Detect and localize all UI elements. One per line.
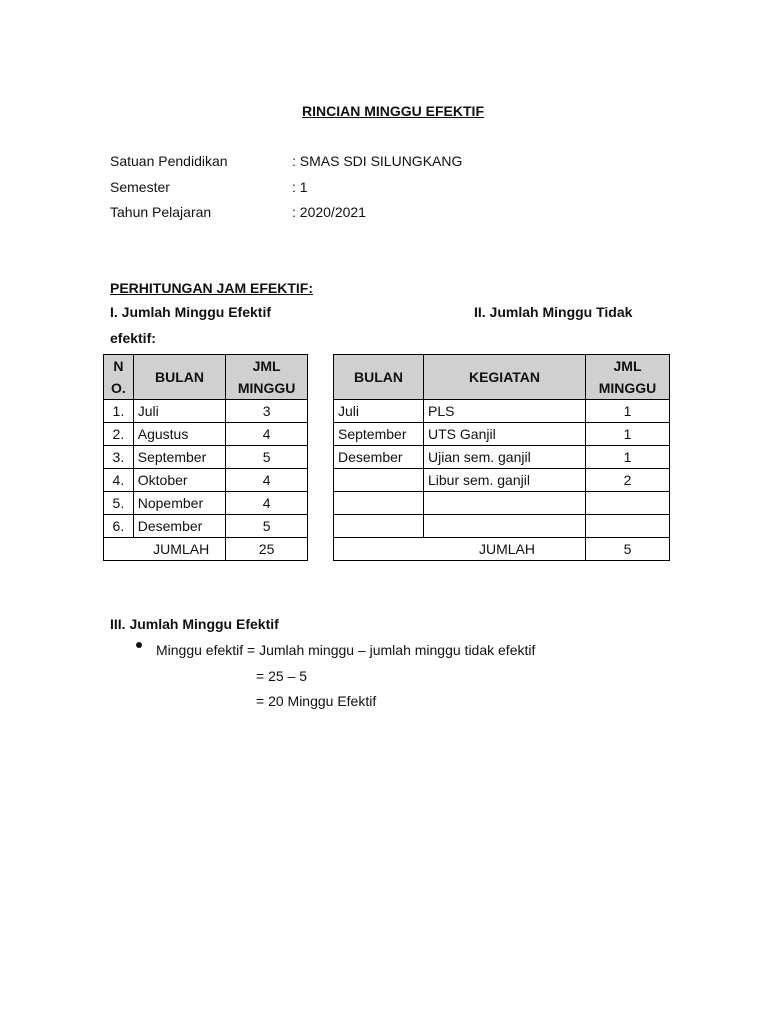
cell-bulan [334, 515, 424, 538]
header-bulan: BULAN [334, 355, 424, 400]
section-heading: PERHITUNGAN JAM EFEKTIF: [110, 280, 313, 296]
cell-bulan [334, 469, 424, 492]
cell-bulan: September [334, 423, 424, 446]
subheading-efektif: I. Jumlah Minggu Efektif [110, 304, 272, 320]
cell-bulan: Desember [334, 446, 424, 469]
info-value-satuan: : SMAS SDI SILUNGKANG [292, 153, 463, 169]
header-no-bottom: O. [110, 380, 126, 396]
table-total-row [104, 538, 308, 561]
bullet-icon [136, 642, 142, 648]
cell-bulan: Desember [133, 515, 225, 538]
total-label: JUMLAH [104, 538, 226, 561]
table-row [104, 446, 308, 469]
header-kegiatan: KEGIATAN [424, 355, 586, 400]
cell-jml [586, 492, 670, 515]
cell-bulan: Juli [334, 400, 424, 423]
cell-kegiatan: Libur sem. ganjil [424, 469, 586, 492]
subheading-tidak-efektif: II. Jumlah Minggu Tidak [474, 304, 633, 320]
cell-bulan: September [133, 446, 225, 469]
table-row [104, 492, 308, 515]
table-row [104, 400, 308, 423]
header-jml-top: JML [252, 358, 281, 374]
info-label-tahun: Tahun Pelajaran [110, 204, 212, 220]
cell-jml: 4 [226, 469, 308, 492]
table-header-row [104, 355, 308, 400]
cell-no: 5. [104, 492, 134, 515]
table-total-row [334, 538, 670, 561]
table-row [334, 515, 670, 538]
formula-line-2: = 25 – 5 [256, 668, 307, 684]
cell-bulan: Oktober [133, 469, 225, 492]
cell-kegiatan: Ujian sem. ganjil [424, 446, 586, 469]
header-jml [226, 355, 308, 400]
total-value: 25 [226, 538, 308, 561]
table-row [334, 469, 670, 492]
cell-jml: 1 [586, 400, 670, 423]
cell-kegiatan: PLS [424, 400, 586, 423]
cell-bulan [334, 492, 424, 515]
header-bulan: BULAN [133, 355, 225, 400]
cell-no: 2. [104, 423, 134, 446]
cell-jml: 1 [586, 423, 670, 446]
header-no [104, 355, 134, 400]
header-jml [586, 355, 670, 400]
cell-jml: 4 [226, 492, 308, 515]
cell-kegiatan [424, 515, 586, 538]
cell-jml: 5 [226, 446, 308, 469]
cell-jml: 5 [226, 515, 308, 538]
header-jml-bottom: MINGGU [237, 380, 296, 396]
table-row [104, 469, 308, 492]
info-value-semester: : 1 [292, 179, 308, 195]
cell-bulan: Nopember [133, 492, 225, 515]
cell-no: 1. [104, 400, 134, 423]
table-row [104, 515, 308, 538]
cell-no: 6. [104, 515, 134, 538]
subheading-tidak-efektif-cont: efektif: [110, 330, 156, 346]
total-label: JUMLAH [334, 538, 586, 561]
table-row [334, 446, 670, 469]
cell-jml: 4 [226, 423, 308, 446]
formula-line-1: Minggu efektif = Jumlah minggu – jumlah minggu tidak efektif [156, 642, 536, 658]
cell-no: 4. [104, 469, 134, 492]
document-title: RINCIAN MINGGU EFEKTIF [302, 103, 484, 119]
cell-no: 3. [104, 446, 134, 469]
cell-jml: 1 [586, 446, 670, 469]
formula-line-3: = 20 Minggu Efektif [256, 693, 377, 709]
table-header-row [334, 355, 670, 400]
cell-jml: 2 [586, 469, 670, 492]
cell-kegiatan [424, 492, 586, 515]
cell-jml: 3 [226, 400, 308, 423]
table-row [334, 423, 670, 446]
table-minggu-tidak-efektif [333, 354, 670, 561]
cell-bulan: Agustus [133, 423, 225, 446]
header-no-top: N [113, 358, 124, 374]
total-value: 5 [586, 538, 670, 561]
info-label-semester: Semester [110, 179, 170, 195]
table-row [334, 400, 670, 423]
info-value-tahun: : 2020/2021 [292, 204, 366, 220]
info-label-satuan: Satuan Pendidikan [110, 153, 228, 169]
table-row [334, 492, 670, 515]
cell-kegiatan: UTS Ganjil [424, 423, 586, 446]
header-jml-bottom: MINGGU [598, 380, 657, 396]
subheading-hasil: III. Jumlah Minggu Efektif [110, 616, 279, 632]
cell-bulan: Juli [133, 400, 225, 423]
header-jml-top: JML [613, 358, 642, 374]
cell-jml [586, 515, 670, 538]
table-minggu-efektif [103, 354, 308, 561]
table-row [104, 423, 308, 446]
